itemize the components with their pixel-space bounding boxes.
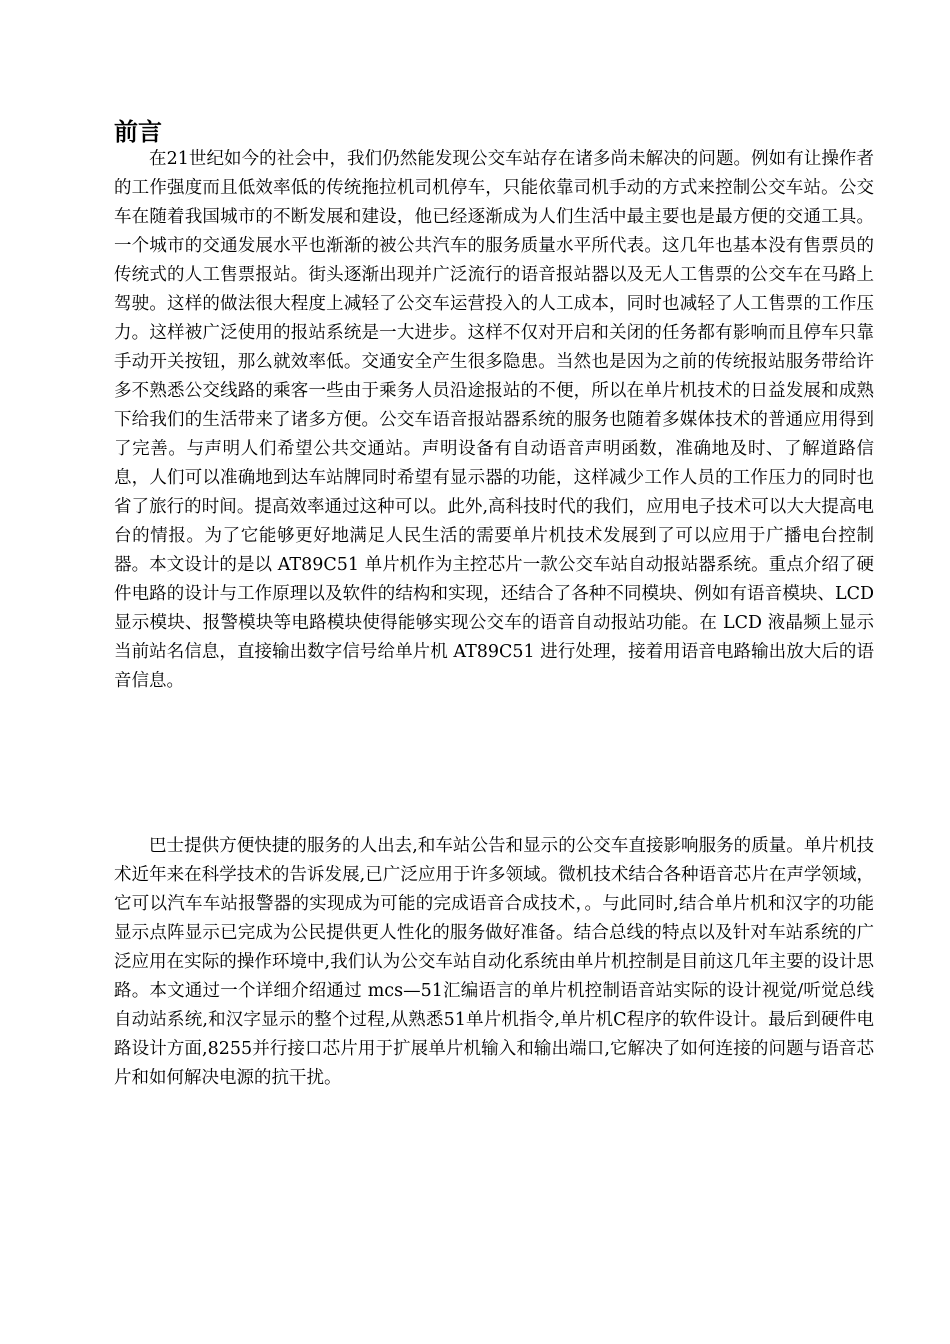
- paragraph-1: 在21世纪如今的社会中，我们仍然能发现公交车站存在诸多尚未解决的问题。例如有让操作者的工作强度而且低效率低的传统拖拉机司机停车，只能依靠司机手动的方式来控制公交车站。公交车在随着我国城市的不断发展和建设，他已经逐渐成为人们生活中最主要也是最方便的交通工具。一个城市的交通发展水平也渐渐的被公共汽车的服务质量水平所代表。这几年也基本没有售票员的传统式的人工售票报站。街头逐渐出现并广泛流行的语音报站器以及无人工售票的公交车在马路上驾驶。这样的做法很大程度上减轻了公交车运营投入的人工成本，同时也减轻了人工售票的工作压力。这样被广泛使用的报站系统是一大进步。这样不仅对开启和关闭的任务都有影响而且停车只靠手动开关按钮，那么就效率低。交通安全产生很多隐患。当然也是因为之前的传统报站服务带给许多不熟悉公交线路的乘客一些由于乘务人员沿途报站的不便，所以在单片机技术的日益发展和成熟下给我们的生活带来了诸多方便。公交车语音报站器系统的服务也随着多媒体技术的普通应用得到了完善。与声明人们希望公共交通站。声明设备有自动语音声明函数，准确地及时、了解道路信息，人们可以准确地到达车站牌同时希望有显示器的功能，这样减少工作人员的工作压力的同时也省了旅行的时间。提高效率通过这种可以。此外,高科技时代的我们，应用电子技术可以大大提高电台的情报。为了它能够更好地满足人民生活的需要单片机技术发展到了可以应用于广播电台控制器。本文设计的是以 AT89C51 单片机作为主控芯片一款公交车站自动报站器系统。重点介绍了硬件电路的设计与工作原理以及软件的结构和实现，还结合了各种不同模块、例如有语音模块、LCD 显示模块、报警模块等电路模块使得能够实现公交车的语音自动报站功能。在 LCD 液晶频上显示当前站名信息，直接输出数字信号给单片机 AT89C51 进行处理，接着用语音电路输出放大后的语音信息。: [114, 149, 874, 691]
- section-heading: 前言: [114, 118, 162, 146]
- paragraph-2: 巴士提供方便快捷的服务的人出去,和车站公告和显示的公交车直接影响服务的质量。单片机技术近年来在科学技术的告诉发展,已广泛应用于许多领域。微机技术结合各种语音芯片在声学领域，它可以汽车车站报警器的实现成为可能的完成语音合成技术，。与此同时,结合单片机和汉字的功能显示点阵显示已完成为公民提供更人性化的服务做好准备。结合总线的特点以及针对车站系统的广泛应用在实际的操作环境中,我们认为公交车站自动化系统由单片机控制是目前这几年主要的设计思路。本文通过一个详细介绍通过 mcs—51汇编语言的单片机控制语音站实际的设计视觉/听觉总线自动站系统,和汉字显示的整个过程,从熟悉51单片机指令,单片机C程序的软件设计。最后到硬件电路设计方面,8255并行接口芯片用于扩展单片机输入和输出端口,它解决了如何连接的问题与语音芯片和如何解决电源的抗干扰。: [114, 836, 874, 1088]
